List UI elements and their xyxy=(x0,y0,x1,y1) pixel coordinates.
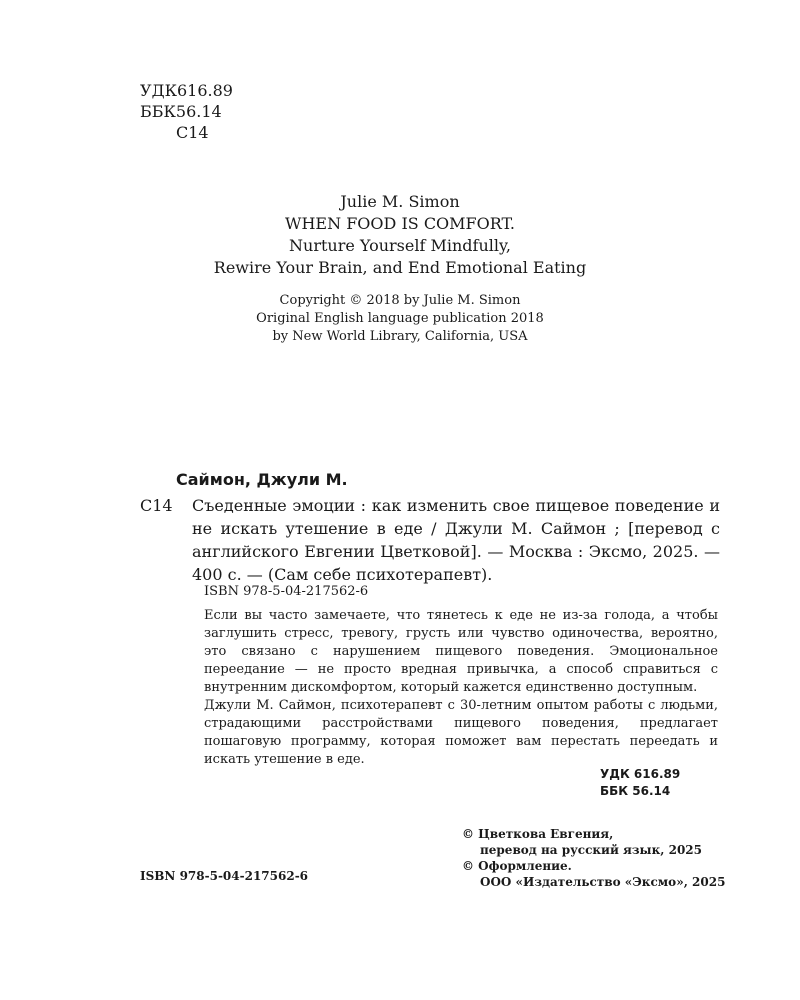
original-subtitle-line2: Rewire Your Brain, and End Emotional Eating xyxy=(213,258,587,277)
udk-code-right: УДК 616.89 xyxy=(600,767,681,781)
design-credit: © Оформление. xyxy=(462,859,572,873)
isbn-record: ISBN 978-5-04-217562-6 xyxy=(204,584,369,599)
translator-credit: © Цветкова Евгения, xyxy=(462,827,614,841)
udk-code: УДК616.89 xyxy=(140,81,233,100)
copyright-notice xyxy=(140,292,660,346)
bbk-code-right: ББК 56.14 xyxy=(600,784,671,798)
original-title: WHEN FOOD IS COMFORT. xyxy=(285,214,515,233)
bibliographic-description: Съеденные эмоции : как изменить свое пищевое поведение и не искать утешение в еде / Джули М. Саймон ; [перевод с английского Евгении Цветковой]. — Москва : Эксмо, 2025. — 400 с. — (Сам себе психотерапевт). xyxy=(192,496,720,584)
original-subtitle-line1: Nurture Yourself Mindfully, xyxy=(289,236,511,255)
credits-block xyxy=(462,826,725,890)
author-sign-code: С14 xyxy=(176,123,209,142)
original-author: Julie M. Simon xyxy=(340,192,460,211)
annotation-paragraph: Если вы часто замечаете, что тянетесь к еде не из-за голода, а чтобы заглушить стресс, тревогу, грусть или чувство одиночества, вероятно, это связано с нарушением пищевого поведения. Эмоциональное переедание — не просто вредная привычка, а способ справиться с внутренним дискомфортом, который кажется единственно доступным. xyxy=(204,608,718,695)
codes-right xyxy=(600,766,718,800)
record-code: С14 xyxy=(140,496,173,515)
author-heading: Саймон, Джули М. xyxy=(176,470,348,489)
original-edition-block xyxy=(140,191,660,346)
copyright-line: by New World Library, California, USA xyxy=(272,329,528,344)
copyright-line: Original English language publication 2018 xyxy=(256,311,544,326)
publisher-credit: ООО «Издательство «Эксмо», 2025 xyxy=(480,875,726,889)
translator-credit-detail: перевод на русский язык, 2025 xyxy=(480,843,702,857)
footer-isbn: ISBN 978-5-04-217562-6 xyxy=(140,869,309,883)
classification-block xyxy=(140,80,233,143)
bbk-code: ББК56.14 xyxy=(140,102,222,121)
copyright-line: Copyright © 2018 by Julie M. Simon xyxy=(279,293,521,308)
annotation xyxy=(204,607,718,769)
annotation-paragraph: Джули М. Саймон, психотерапевт с 30-летним опытом работы с людьми, страдающими расстройствами пищевого поведения, предлагает пошаговую программу, которая поможет вам перестать переедать и искать утешение в еде. xyxy=(204,698,718,767)
